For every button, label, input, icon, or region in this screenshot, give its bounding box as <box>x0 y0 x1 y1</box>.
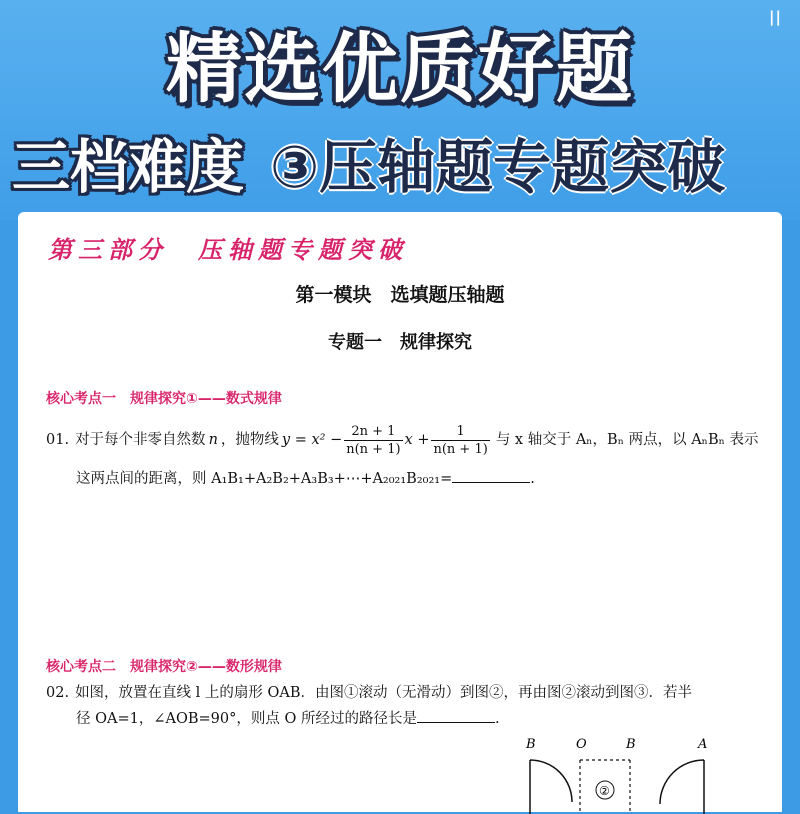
question-2-line-1 <box>46 682 776 704</box>
key-point-1: 核心考点一 规律探究①——数式规律 <box>46 391 282 407</box>
answer-blank-1[interactable] <box>452 468 530 483</box>
fraction-2 <box>431 423 489 458</box>
subtitle <box>12 132 725 202</box>
module-title: 第一模块 选填题压轴题 <box>295 284 505 306</box>
question-1-end: . <box>530 471 535 487</box>
question-1-eq-mid: x + <box>404 432 430 448</box>
question-1-text-c: 与 x 轴交于 Aₙ，Bₙ 两点，以 AₙBₙ 表示 <box>495 432 759 448</box>
question-2-line-1-text: 如图，放置在直线 l 上的扇形 OAB．由图①滚动（无滑动）到图②，再由图②滚动到图③．若半 <box>75 685 693 701</box>
question-1-number: 01. <box>46 432 70 448</box>
part-heading: 第三部分 压轴题专题突破 <box>48 235 408 264</box>
question-2 <box>46 682 776 730</box>
fraction-1 <box>344 423 402 458</box>
question-2-number: 02. <box>46 685 70 701</box>
topic-title: 专题一 规律探究 <box>328 332 472 353</box>
fraction-1-denominator: n(n + 1) <box>346 441 401 457</box>
question-1-text-a: 对于每个非零自然数 <box>75 432 206 448</box>
document-page <box>18 212 782 812</box>
question-1-text-b: ，抛物线 <box>220 432 279 448</box>
figure-label-o: O <box>576 737 587 752</box>
question-1-var-n: n <box>208 432 218 448</box>
question-2-line-2-text: 径 OA=1，∠AOB=90°，则点 O 所经过的路径长是 <box>76 711 417 727</box>
question-2-end: . <box>494 711 500 727</box>
main-title: 精选优质好题 <box>166 24 634 113</box>
figure-label-circle-2: ② <box>599 784 610 798</box>
figure-label-b2: B <box>626 737 636 752</box>
question-1-line-2 <box>46 468 776 490</box>
subtitle-topic: ③压轴题专题突破 <box>270 133 726 201</box>
fraction-1-numerator: 2n + 1 <box>344 423 402 441</box>
corner-mark: || <box>769 8 782 26</box>
answer-blank-2[interactable] <box>417 708 495 723</box>
fraction-2-denominator: n(n + 1) <box>433 441 488 457</box>
question-2-line-2 <box>46 708 776 730</box>
figure-label-b1: B <box>526 737 536 752</box>
fraction-2-numerator: 1 <box>431 423 489 441</box>
question-1-eq-lead: y = x² − <box>281 432 343 448</box>
sector-1 <box>530 760 572 814</box>
question-1 <box>46 418 776 490</box>
header-banner <box>0 0 800 220</box>
question-1-line-1 <box>46 418 776 462</box>
figure-label-a: A <box>698 737 708 752</box>
sector-rolling-figure <box>518 734 738 814</box>
sector-3 <box>660 760 704 814</box>
key-point-2: 核心考点二 规律探究②——数形规律 <box>46 659 282 675</box>
subtitle-difficulty: 三档难度 <box>12 133 245 201</box>
question-1-line-2-text: 这两点间的距离，则 A₁B₁+A₂B₂+A₃B₃+⋯+A₂₀₂₁B₂₀₂₁= <box>76 471 453 487</box>
